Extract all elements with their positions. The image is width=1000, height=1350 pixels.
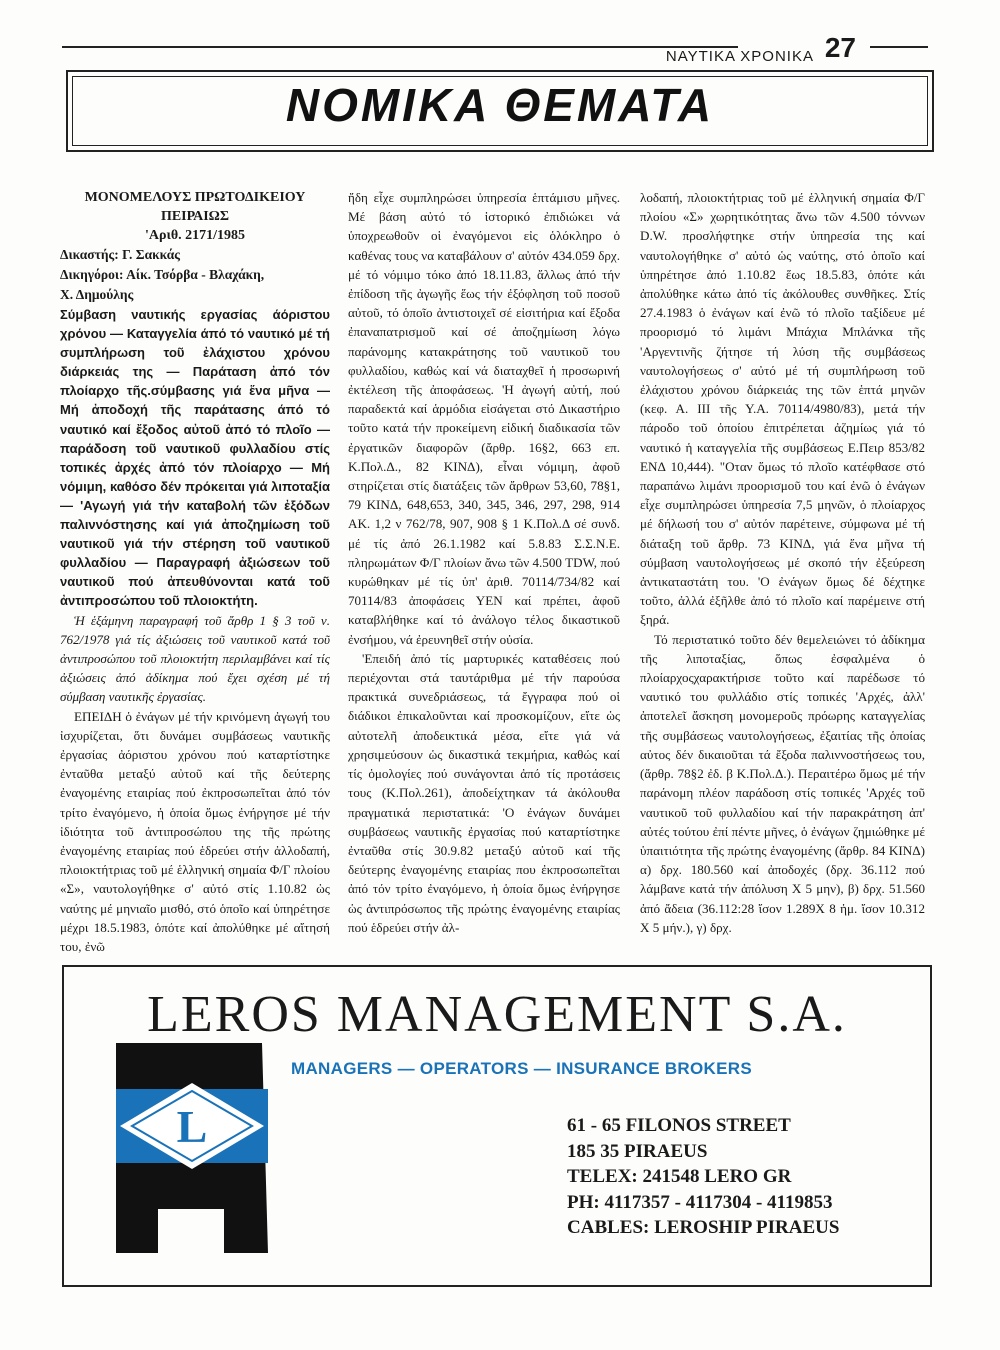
phone: PH: 4117357 - 4117304 - 4119853 [567,1191,833,1213]
decision-number: 'Αριθ. 2171/1985 [144,228,246,243]
judge: Δικαστής: Γ. Σακκάς [60,247,180,262]
advertisement [62,965,932,1287]
paragraph-2: ἤδη εἶχε συμπληρώσει ὑπηρεσία ἑπτάμισυ μῆνες. Μέ βάση αὐτό τό ἱστορικό ἐπιδιώκει νά ὑποχρεωθοῦν οἱ ἐναγόμενοι εἰς ὁλόκληρο ὁ καθένας τους να καταβάλουν σ' αὐτόν 434.059 δρχ. μέ τό νόμιμο τόκο ἀπό 18.11.83, ἄλλως ἀπό τήν ἐπίδοση τῆς ἀγωγῆς ἕως τήν ἐξόφληση τοῦ ποσοῦ αὐτοῦ, τό ὁποῖο ἀντιστοιχεῖ σέ εἰσιτήρια καί ἔξοδα ἐπαναπατρισμοῦ καί σέ ἀποζημίωση λόγω παράνομης κατακράτησης τοῦ ναυτικοῦ του φυλλαδίου, καθώς καί νά διαταχθεῖ ἡ προσωρινή ἐκτέλεση τῆς ἀποφάσεως. 'Η ἀγωγή αὐτή, πού παραδεκτά καί ἁρμόδια εἰσάγεται στό Δικαστήριο τοῦτο κατά τήν προκείμενη εἰδική διαδικασία τῶν ἐργατικῶν διαφορῶν (ἄρθρ. 16§2, 663 επ. Κ.Πολ.Δ., 82 ΚΙΝΔ), εἶναι νόμιμη, ἀφοῦ στηρίζεται στίς διατάξεις τῶν ἄρθρων 53,60, 78§1, 79 ΚΙΝΔ, 648,653, 340, 345, 346, 297, 298, 914 ΑΚ. 1,2 ν 762/78, 907, 908 § 1 Κ.Πολ.Δ σέ συνδ. μέ τίς ἀπό 26.1.1982 καί 5.8.83 Σ.Σ.Ν.Ε. πληρωμάτων Φ/Γ πλοίων ἄνω τῶν 4.500 TDW, πού κυρώθηκαν μέ τίς ὑπ' ἀριθ. 70114/734/82 καί 70114/83 ἀποφάσεις ΥΕΝ καί πρέπει, ἀφοῦ καταβλήθηκε καί τό ἀνάλογο τέλος δικαστικοῦ ἐνσήμου, νά ἐρευνηθεῖ στήν οὐσία. [348,190,620,647]
lawyers-line-2: Χ. Δημούλης [60,287,134,302]
ad-contact-block [567,1113,839,1241]
telex: TELEX: 241548 LERO GR [567,1166,792,1187]
cables: CABLES: LEROSHIP PIRAEUS [567,1217,840,1238]
magazine-name: ΝΑΥΤΙΚΑ ΧΡΟΝΙΚΑ [665,48,814,65]
lawyers-line-1: Δικηγόροι: Αίκ. Τσόρβα - Βλαχάκη, [60,267,265,282]
address-street: 61 - 65 FILONOS STREET [567,1115,791,1136]
article-column-1 [60,188,330,956]
paragraph-1: ΕΠΕΙΔΗ ὁ ἐνάγων μέ τήν κρινόμενη ἀγωγή του ἰσχυρίζεται, ὅτι δυνάμει συμβάσεως ναυτικῆς ἐργασίας ἀόριστου χρόνου πού καταρτίστηκε ἐνταῦθα μεταξύ αὐτοῦ καί τῆς δεύτερης ἐναγομένης εταιρίας πού ἐκπροσωπεῖται ἀπό τόν τρίτο ἐναγόμενο, ἡ ὁποία ὅμως ἐνήργησε μέ τήν ἰδιότητα τοῦ ἀντιπροσώπου της τῆς πρώτης ἐναγομένης εταιρίας πού ἑδρεύει στήν ἀλλοδαπή, πλοιοκτήτριας τοῦ μέ ἑλληνική σημαία Φ/Γ πλοίου «Σ», ναυτολογήθηκε σ' αὐτό στίς 1.10.82 ὡς ναύτης μέ μηνιαῖο μισθό, στό ὁποῖο καί ὑπηρέτησε μέχρι 18.5.1983, ὁπότε καί ἀπολύθηκε μέ αἴτησή του, ἐνῶ [60,708,330,954]
article-column-3 [640,188,925,937]
section-title-box [66,70,934,152]
court-city: ΠΕΙΡΑΙΩΣ [160,209,230,224]
ad-company-name: LEROS MANAGEMENT S.A. [147,986,847,1043]
header-rule-left [62,46,738,48]
leros-logo-icon [112,1039,272,1253]
logo-letter: L [176,1101,208,1152]
paragraph-4: λοδαπή, πλοιοκτήτριας τοῦ μέ ἑλληνική σημαία Φ/Γ πλοίου «Σ» χωρητικότητας ἄνω τῶν 4.500 τόννων D.W. προσλήφτηκε στήν ὑπηρεσία της καί ναυτολογήθηκε σ' αὐτό ὡς ναύτης, στό ὁποῖο καί ὑπηρέτησε ἀπό 1.10.82 ἕως 18.5.83, ὁπότε κάι ἀπολύθηκε κάτω ἀπό τίς ἀκόλουθες συνθῆκες. Στίς 27.4.1983 ὁ ἐνάγων καί ἐνῶ τό πλοῖο ταξίδευε μέ προορισμό τό λιμάνι Μπάχια Μπλάνκα τῆς 'Αργεντινῆς ζήτησε τή λύση τῆς συμβάσεως ναυτολογήσεως σ' αὐτό μέ τή συμπλήρωση τοῦ ἐλάχιστου χρόνου διάρκειάς της τῶν ἑπτά μηνῶν (κεφ. Α. III τῆς Υ.Α. 70114/4980/83), μετά τήν πάροδο τοῦ ὁποίου ἐπιτρέπεται ἀζημίως γιά τό ναυτικό ἡ καταγγελία τῆς συμβάσεως Ε.Πειρ 853/82 ΕΝΔ 10,444). "Οταν ὅμως τό πλοῖο κατέφθασε στό παραπάνω λιμάνι προορισμοῦ του καί ἐνῶ ὁ ἐνάγων εἶχε συμπληρώσει ὑπηρεσία 7,5 μηνῶν, ὁ πλοίαρχος μέ δήλωσή του σ' αὐτόν παρέτεινε, σύμφωνα μέ τή διάταξη τοῦ ἄρθρ. 73 ΚΙΝΔ, γιά ἕνα μῆνα τή σύμβαση ναυτολογήσεως μέ σκοπό τήν ἐξεύρεση ἀντικαταστάτη του. 'Ο ἐνάγων ὅμως δέ δέχτηκε τοῦτο, ἀλλά ἐξῆλθε ἀπό τό πλοῖο καί παρέμεινε στή ξηρά. [640,190,925,628]
section-title: ΝΟΜΙΚΑ ΘΕΜΑΤΑ [285,79,715,131]
ad-tagline: MANAGERS — OPERATORS — INSURANCE BROKERS [291,1059,752,1078]
case-holding: Ἡ ἑξάμηνη παραγραφή τοῦ ἄρθρ 1 § 3 τοῦ ν. 762/1978 γιά τίς ἀξιώσεις τοῦ ναυτικοῦ κατά τοῦ ἀντιπροσώπου τοῦ πλοιοκτήτη περιλαμβάνει καί τίς ἀξιώσεις ἀπό ἀδίκημα πού ἔχει σχέση μέ τή σύμβαση ναυτικῆς ἐργασίας. [60,612,330,705]
paragraph-3: 'Επειδή ἀπό τίς μαρτυρικές καταθέσεις πού περιέχονται στά ταυτάριθμα μέ τήν παρούσα πρακτικά συνεδριάσεως, τά ἔγγραφα πού οἱ διάδικοι ἐπικαλοῦνται καί προσκομίζουν, εἴτε ὡς αὐτοτελῆ ἀποδεικτικά μέσα, εἴτε γιά νά χρησιμεύσουν ὡς δικαστικά τεκμήρια, καθώς καί τίς ὁμολογίες πού συνάγονται ἀπό τίς προτάσεις τους (Κ.Πολ.261), ἀποδείχτηκαν τά ἀκόλουθα πραγματικά περιστατικά: 'Ο ἐνάγων δυνάμει συμβάσεως ναυτικῆς ἐργασίας πού καταρτίστηκε ἐνταῦθα στίς 30.9.82 μεταξύ αὐτοῦ καί τῆς δεύτερης ἐναγομένης εταιρίας που ἐκπροσωπεῖται ἀπό τόν τρίτο ἐναγόμενο, ἡ ὁποία ὅμως ἐνήργησε ὡς ἀντιπρόσωπος τῆς πρώτης ἐναγομένης εταιρίας πού ἑδρεύει στήν ἀλ- [348,650,620,935]
article-column-2 [348,188,620,937]
address-city: 185 35 PIRAEUS [567,1140,708,1162]
running-header [62,32,928,66]
case-summary: Σύμβαση ναυτικής εργασίας άόριστου χρόνου — Καταγγελία άπό τό ναυτικό μέ τή συμπλήρωση τοῦ ἐλάχιστου χρόνου διάρκειάς της — Παράταση ἀπό τόν πλοίαρχο τῆς.σύμβασης γιά ἕνα μῆνα — Μή ἀποδοχή τῆς παράτασης άπό τό ναυτικό καί ἔξοδος αὐτοῦ ἀπό τό πλοῖο — παράδοση τοῦ ναυτικοῦ φυλλαδίου στίς τοπικές ἀρχές ἀπό τόν πλοίαρχο — Μή νόμιμη, καθόσο δέν πρόκειται γιά λιποταξία — 'Αγωγή γιά τήν καταβολή τῶν ἐξόδων παλιννόστησης καί γιά ἀποζημίωση τοῦ ναυτικοῦ γιά τήν στέρηση τοῦ ναυτικοῦ φυλλαδίου — Παραγραφή ἀξιώσεων τοῦ ναυτικοῦ πού ἀπευθύνονται κατά τοῦ ἀντιπροσώπου τοῦ πλοιοκτήτη. [60,307,330,609]
paragraph-5: Τό περιστατικό τοῦτο δέν θεμελειώνει τό ἀδίκημα τῆς λιποταξίας, ὅπως ἐσφαλμένα ὁ πλοίαρχοςχαρακτήρισε τοῦτο καί παρέδωσε τό ναυτικό του φυλλάδιο στίς τοπικές 'Αρχές, ἀλλ' ἀποτελεῖ ἄσκηση μονομεροῦς πρόωρης καταγγελίας τῆς συμβάσεως ναυτολογήσεως, ἐξαιτίας τῆς ὁποίας αὐτος δέν δικαιοῦται τά ἔξοδα παλιννοστήσεως του, (ἄρθρ. 78§2 ἐδ. β Κ.Πολ.Δ.). Περαιτέρω ὅμως μέ τήν παράνομη πλέον παράδοση στίς τοπικές 'Αρχές τοῦ ναυτικοῦ τοῦ φυλλαδίου καί τήν παρακράτηση ἀπ' αὐτές τούτου ἐπί πέντε μῆνες, ὁ ἐνάγων ζημιώθηκε μέ ὑπαιτιότητα τῆς πρώτης ἐναγομένης (ἄρθρ. 84 ΚΙΝΔ) α) δρχ. 180.560 καί ἀποδοχές (δρχ. 36.112 πού λάμβανε κατά τήν ἀπόλυση Χ 5 μην), β) δρχ. 51.560 ἀπό ἄδεια (36.112:28 ἴσον 1.289Χ 8 ἡμ. ἴσον 10.312 Χ 5 μήν.), γ) δρχ. [640,631,925,935]
header-rule-right [870,46,928,48]
page-number: 27 [824,32,856,63]
court-name: ΜΟΝΟΜΕΛΟΥΣ ΠΡΩΤΟΔΙΚΕΙΟΥ [84,190,306,205]
